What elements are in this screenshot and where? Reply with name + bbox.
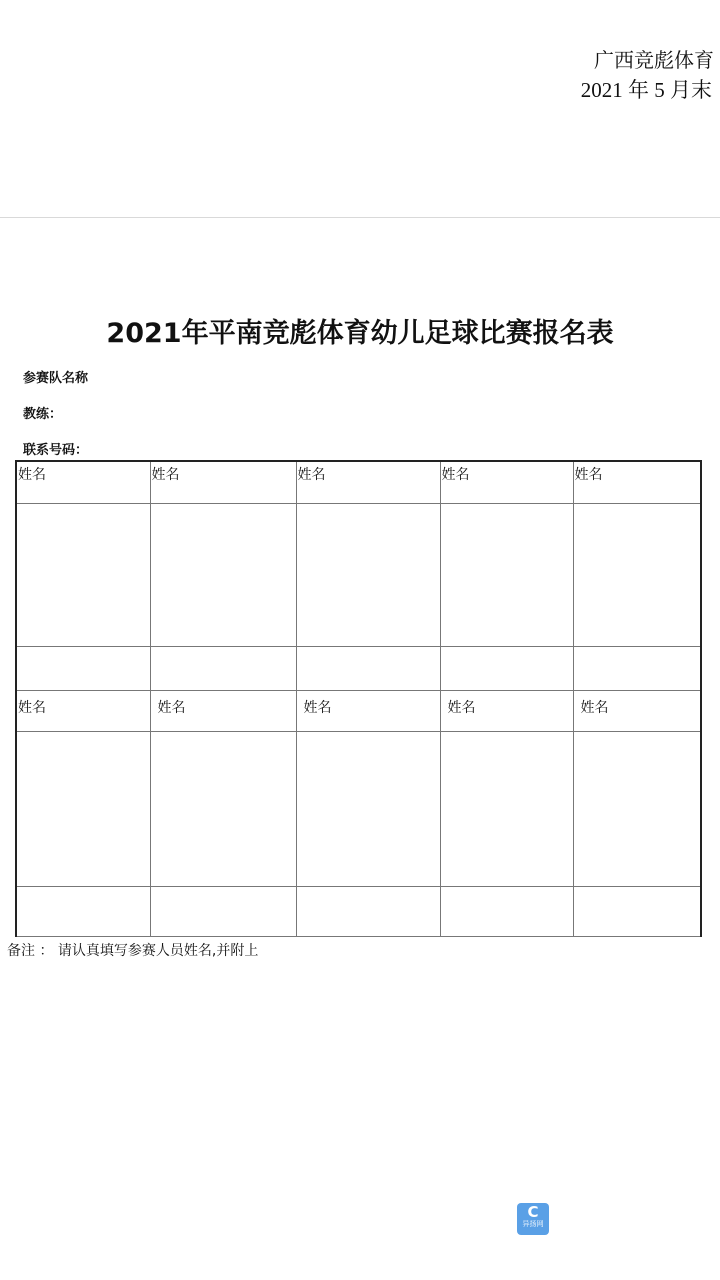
photo-cell[interactable] (296, 731, 440, 886)
header-row-2 (16, 690, 701, 731)
name-header-cell: 姓名 (296, 690, 440, 731)
name-header-cell: 姓名 (296, 461, 440, 503)
photo-cell[interactable] (296, 503, 440, 646)
photo-cell[interactable] (16, 731, 150, 886)
photo-cell[interactable] (573, 731, 701, 886)
name-entry-cell[interactable] (573, 886, 701, 936)
photo-row-1 (16, 503, 701, 646)
photo-cell[interactable] (150, 503, 296, 646)
name-entry-cell[interactable] (150, 886, 296, 936)
name-entry-row-2 (16, 886, 701, 936)
name-entry-cell[interactable] (16, 646, 150, 690)
footnote: 备注 ： 请认真填写参赛人员姓名,并附上 (7, 943, 259, 959)
name-entry-cell[interactable] (296, 886, 440, 936)
name-entry-row-1 (16, 646, 701, 690)
header-row-1 (16, 461, 701, 503)
phone-label: 联系号码： (23, 443, 89, 458)
registration-table (15, 460, 702, 937)
site-logo-watermark (517, 1203, 549, 1235)
name-entry-cell[interactable] (440, 886, 573, 936)
name-header-cell: 姓名 (150, 461, 296, 503)
photo-cell[interactable] (573, 503, 701, 646)
team-name-label: 参赛队名称 (23, 371, 89, 386)
photo-cell[interactable] (440, 731, 573, 886)
name-header-cell: 姓名 (440, 461, 573, 503)
name-entry-cell[interactable] (150, 646, 296, 690)
name-header-cell: 姓名 (573, 690, 701, 731)
photo-row-2 (16, 731, 701, 886)
photo-cell[interactable] (440, 503, 573, 646)
page-divider (0, 217, 720, 218)
name-header-cell: 姓名 (573, 461, 701, 503)
organization-name: 广西竞彪体育 (594, 48, 714, 72)
logo-text: 异扬网 (522, 1220, 544, 1228)
name-header-cell: 姓名 (150, 690, 296, 731)
name-header-cell: 姓名 (440, 690, 573, 731)
coach-label: 教练： (23, 407, 63, 422)
logo-icon: C (527, 1203, 539, 1221)
name-entry-cell[interactable] (296, 646, 440, 690)
name-header-cell: 姓名 (16, 461, 150, 503)
name-entry-cell[interactable] (16, 886, 150, 936)
name-header-cell: 姓名 (16, 690, 150, 731)
photo-cell[interactable] (16, 503, 150, 646)
document-date: 2021 年 5 月末 (580, 78, 712, 102)
document-title: 2021年平南竞彪体育幼儿足球比赛报名表 (106, 318, 614, 349)
name-entry-cell[interactable] (440, 646, 573, 690)
photo-cell[interactable] (150, 731, 296, 886)
name-entry-cell[interactable] (573, 646, 701, 690)
